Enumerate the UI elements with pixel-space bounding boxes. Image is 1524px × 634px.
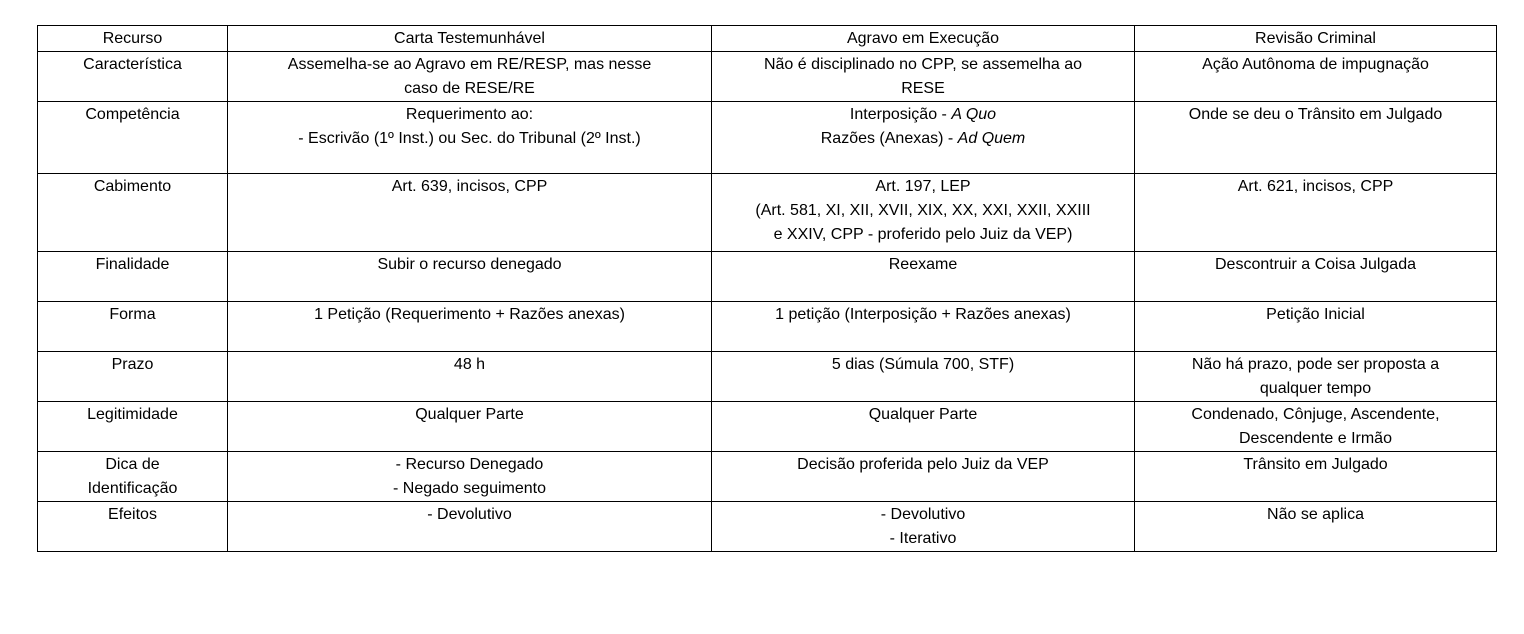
cell-agravo-legitimidade: Qualquer Parte	[712, 402, 1135, 452]
cell-revisao-forma: Petição Inicial	[1135, 302, 1497, 352]
row-label-caracteristica: Característica	[38, 52, 228, 102]
table-row	[38, 102, 1497, 174]
cell-revisao-dica: Trânsito em Julgado	[1135, 452, 1497, 502]
cell-carta-dica: - Recurso Denegado - Negado seguimento	[228, 452, 712, 502]
cell-carta-legitimidade: Qualquer Parte	[228, 402, 712, 452]
cell-revisao-caracteristica: Ação Autônoma de impugnação	[1135, 52, 1497, 102]
table-row	[38, 252, 1497, 302]
row-label-prazo: Prazo	[38, 352, 228, 402]
row-label-dica-de-identificacao: Dica de Identificação	[38, 452, 228, 502]
cell-revisao-legitimidade: Condenado, Cônjuge, Ascendente, Descendente e Irmão	[1135, 402, 1497, 452]
cell-revisao-prazo: Não há prazo, pode ser proposta a qualquer tempo	[1135, 352, 1497, 402]
cell-carta-prazo: 48 h	[228, 352, 712, 402]
cell-revisao-cabimento: Art. 621, incisos, CPP	[1135, 174, 1497, 252]
cell-agravo-caracteristica: Não é disciplinado no CPP, se assemelha ao RESE	[712, 52, 1135, 102]
cell-agravo-dica: Decisão proferida pelo Juiz da VEP	[712, 452, 1135, 502]
cell-agravo-cabimento: Art. 197, LEP (Art. 581, XI, XII, XVII, XIX, XX, XXI, XXII, XXIII e XXIV, CPP - proferido pelo Juiz da VEP)	[712, 174, 1135, 252]
cell-revisao-finalidade: Descontruir a Coisa Julgada	[1135, 252, 1497, 302]
table-row	[38, 174, 1497, 252]
cell-agravo-prazo: 5 dias (Súmula 700, STF)	[712, 352, 1135, 402]
table-row	[38, 302, 1497, 352]
cell-carta-competencia: Requerimento ao: - Escrivão (1º Inst.) ou Sec. do Tribunal (2º Inst.)	[228, 102, 712, 174]
header-cell-revisao-criminal: Revisão Criminal	[1135, 26, 1497, 52]
cell-carta-caracteristica: Assemelha-se ao Agravo em RE/RESP, mas nesse caso de RESE/RE	[228, 52, 712, 102]
row-label-finalidade: Finalidade	[38, 252, 228, 302]
row-label-competencia: Competência	[38, 102, 228, 174]
cell-revisao-competencia: Onde se deu o Trânsito em Julgado	[1135, 102, 1497, 174]
row-label-legitimidade: Legitimidade	[38, 402, 228, 452]
row-label-forma: Forma	[38, 302, 228, 352]
comparison-table	[37, 25, 1497, 552]
header-cell-recurso: Recurso	[38, 26, 228, 52]
header-cell-carta-testemunhavel: Carta Testemunhável	[228, 26, 712, 52]
row-label-cabimento: Cabimento	[38, 174, 228, 252]
cell-carta-efeitos: - Devolutivo	[228, 502, 712, 552]
table-row	[38, 52, 1497, 102]
cell-revisao-efeitos: Não se aplica	[1135, 502, 1497, 552]
header-row	[38, 26, 1497, 52]
table-row	[38, 452, 1497, 502]
cell-carta-cabimento: Art. 639, incisos, CPP	[228, 174, 712, 252]
cell-agravo-efeitos: - Devolutivo - Iterativo	[712, 502, 1135, 552]
table-row	[38, 402, 1497, 452]
table-row	[38, 352, 1497, 402]
header-cell-agravo-em-execucao: Agravo em Execução	[712, 26, 1135, 52]
cell-agravo-finalidade: Reexame	[712, 252, 1135, 302]
cell-agravo-forma: 1 petição (Interposição + Razões anexas)	[712, 302, 1135, 352]
row-label-efeitos: Efeitos	[38, 502, 228, 552]
cell-carta-finalidade: Subir o recurso denegado	[228, 252, 712, 302]
table-row	[38, 502, 1497, 552]
cell-agravo-competencia: Interposição - A Quo Razões (Anexas) - Ad Quem	[712, 102, 1135, 174]
cell-carta-forma: 1 Petição (Requerimento + Razões anexas)	[228, 302, 712, 352]
